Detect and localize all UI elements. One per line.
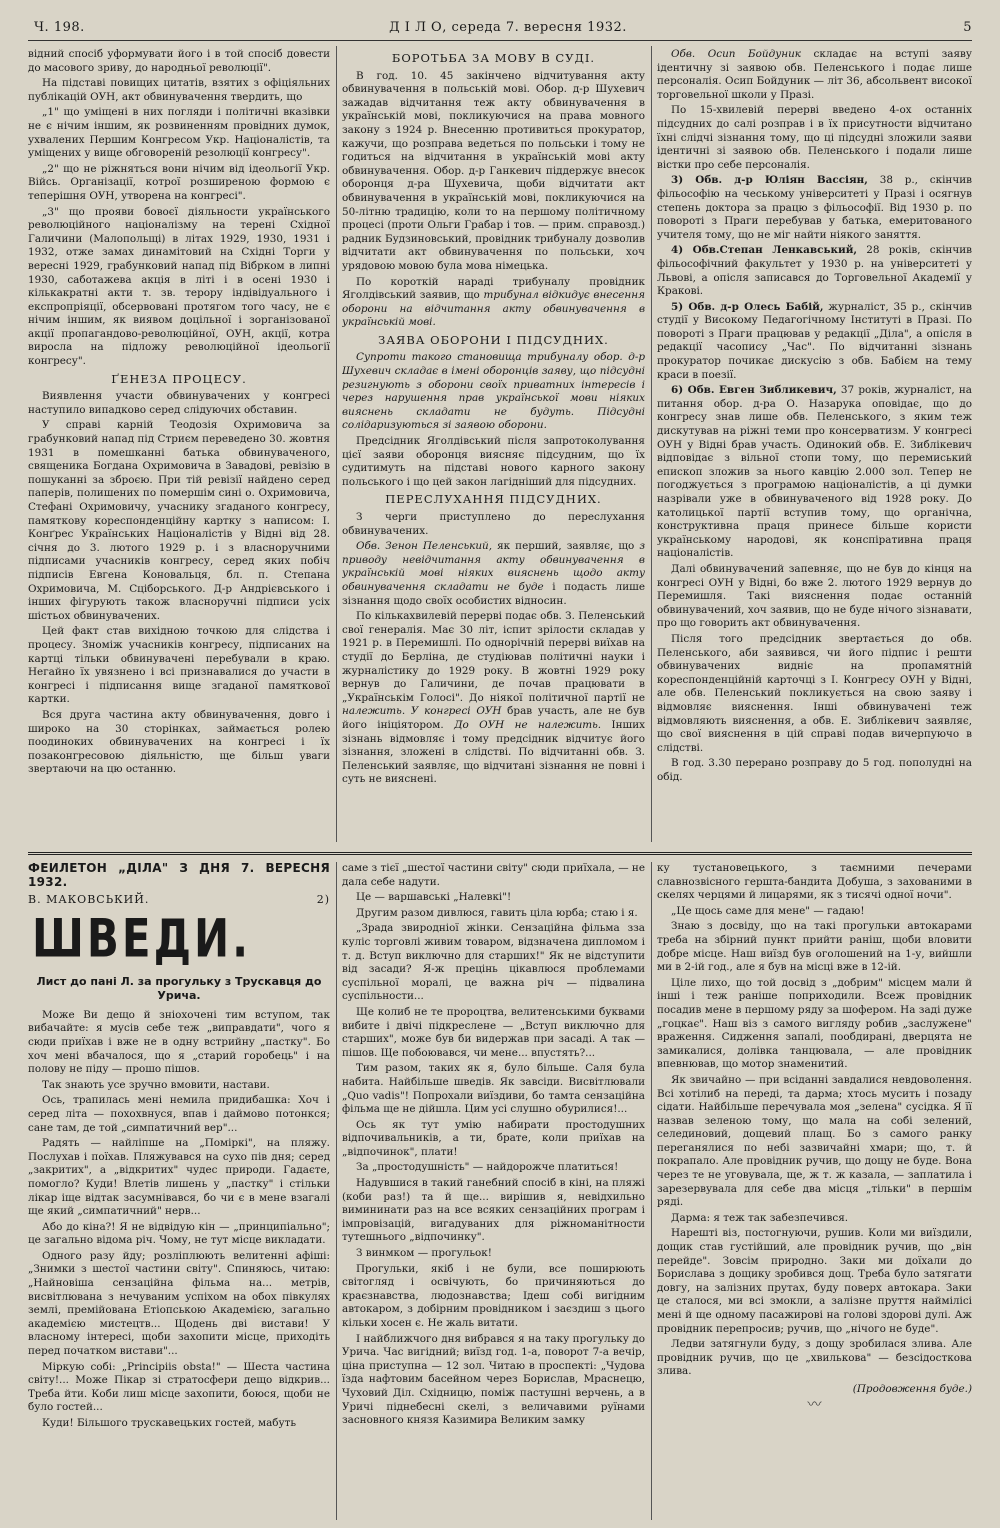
paragraph: Другим разом дивлюся, гавить ціла юрба; стаю і я. (356, 906, 638, 919)
italic-text: трибунал відкидує внесення оборони на відчитання акту обвинувачення в українській мові. (342, 289, 645, 329)
paragraph: Ціле лихо, що той досвід з „добрим" місцем мали й інші і теж раніше поприходили. Всеж провідник посадив мене в першому ряду за шофером. На заді дуже „гоцкає". Наш віз з самого вигляду робив „заслужене" враження. Сидження запалі, пообдирані, дверцята не замикалися, долівка танцювала, — але провідник впевнював, що мотор знаменитий. (657, 976, 972, 1071)
paragraph: Так знають усе зручно вмовити, настави. (42, 1078, 270, 1091)
defendant-name: 6) Обв. Евген Зибликевич, (671, 384, 837, 397)
paragraph: По 15-хвилевій перерві введено 4-ох останніх підсудних до салі розправ і в їх присутности відчитано їхні слідчі зізнання тому, що ці підсудні зложили заяви ідентичні зі заявою обв. Пеленського і подали лише вістки про себе персоналія. (657, 104, 972, 171)
paragraph: Вся друга частина акту обвинувачення, довго і широко на 30 сторінках, займається ролею поодиноких обвинувачених на конгресі і їх позаконгресовою діяльністю, ще більш уваги звертаючи на цю останню. (28, 708, 330, 776)
page-number: 5 (963, 20, 972, 35)
column-divider (336, 862, 337, 1520)
paragraph: На підставі повищих цитатів, взятих з офіціяльних публікацій ОУН, акт обвинувачення твердить, що (28, 77, 330, 103)
paragraph: Дарма: я теж так забезпечився. (671, 1211, 849, 1224)
feuilleton-title: ШВЕДИ. (32, 907, 252, 969)
text: Інших зізнань відмовляє і тому предсідник відчитує його зізнання, зложені в слідстві. По відчитанні обв. З. Пеленський заявляє, що відчитані зізнання не повні і суть не вияснені. (342, 718, 645, 786)
paragraph: Ось, трапилась мені немила придибашка: Хоч і серед літа — похохвнуся, впав і даймово потонкся; сане там, де той „симпатичний вер"... (28, 1094, 330, 1134)
paragraph: За „простодушність" — найдорожче платиться! (356, 1161, 619, 1174)
text: і подасть лише зізнання щодо своїх особистих відносин. (342, 580, 645, 607)
paragraph: Супроти такого становища трибуналу обор. д-р Шухевич складає в імені оборонців заяву, що підсудні резигнують з оборони своїх приватних інтересів і через нарушення прав української мови ніяких вияснень складати не будуть. Підсудні солідаризуються зі заявою оборони. (342, 351, 645, 432)
paragraph: „Зрада звиродніої жінки. Сензаційна фільма зза куліс торговлі живим товаром, відзначена дипломом і т. д. Вступ виключно для старших!" Як не відступити від засади? Я-ж прецінь цікавлюся проблемами суспільної моралі, це важна річ — підвалина суспільности... (342, 922, 645, 1003)
paragraph: Або до кіна?! Я не відвідую кін — „принципіально"; це загально відома річ. Чому, не тут місце викладати. (28, 1220, 330, 1247)
feuilleton-separator (28, 852, 972, 855)
feuilleton-column-2 (342, 862, 645, 1518)
defendant-name: 3) Обв. д-р Юліян Вассіян, (671, 174, 868, 187)
column-divider (651, 46, 652, 842)
paragraph: І найближчого дня вибрався я на таку прогульку до Урича. Час вигідний; виїзд год. 1-а, поворот 7-а вечір, ціна приступна — 12 зол. Читаю в проспекті: „Чудова їзда нафтовим басейном через Борислав, Мраснецю, Чуховий Діл. Східницю, поміж пастушні верчень, а в Уричі піднебесні скелі, з величавими руїнами засновного князя Казимира Великим замку (342, 1332, 645, 1427)
paragraph: Прогульки, якіб і не були, все поширюють світогляд і освічують, бо причиняються до краєзнавства, людознавства; Ідеш собі вигідним автокаром, з добірним провідником і заєздиш з цього кільки хосен є. Не жаль витати. (342, 1262, 645, 1329)
paragraph (342, 276, 645, 330)
paragraph (657, 48, 972, 102)
feuilleton-header: ФЕЙЛЕТОН „ДІЛА" З ДНЯ 7. ВЕРЕСНЯ 1932. (28, 862, 330, 889)
section-heading: БОРОТЬБА ЗА МОВУ В СУДІ. (391, 51, 596, 65)
paragraph: Ще колиб не те пророцтва, велитенськими буквами вибите і двічі підкреслене — „Вступ виключно для старших", може був би видержав при засаді. А так — пішов. Ще побоювався, чи мене... впустять?... (342, 1005, 645, 1059)
paragraph: Як звичайно — при всіданні завдалися невдоволення. Всі хотілиб на переді, та дарма; хтось мусить і позаду сідати. Найбільше перечувала моя „зелена" сусідка. Я її назвав зеленою тому, що мала на собі зелений, селединовий, дощевий плащ. Бо з самого ранку переганялися по небі зазвичайні хмари; що, т. й покрапало. Але провідник ручив, що дощу не буде. Вона через те не уговувала, ще, ж т. ж казала, — заплатила і зарезервувала для себе два місця „тільки" в першім ряді. (657, 1073, 972, 1209)
defendant-name: Обв. Зенон Пеленський, (356, 540, 493, 553)
paragraph: Ледви затягнули буду, з дощу зробилася злива. Але провідник ручив, що це „хвилькова" — безсідосткова злива. (657, 1338, 972, 1378)
paragraph: відний спосіб уформувати його і в той спосіб довести до масового зриву, до народньої революції". (28, 48, 330, 74)
paragraph: Надувшися в такий ганебний спосіб в кіні, на пляжі (коби раз!) та й ще... вирішив я, невідхильно вимининати раз на все всяких сензаційних програм і імпровізацій, вигадуваних для ріжноманітности тутешнього „відпочинку". (342, 1177, 645, 1244)
paragraph: Міркую собі: „Principiis obsta!" — Шеста частина світу!... Може Пікар зі стратосфери дещо відкрив... Треба йти. Коби лиш місце захопити, боюся, щоби не було гостей... (28, 1360, 330, 1414)
paragraph: Предсідник Яголдівський після запротоколування цієї заяви оборонця виясняє підсудним, що їх судитимуть на підставі нового карного закону польського і що цей закон лагідніший для підсудних. (342, 435, 645, 488)
column-divider (651, 862, 652, 1520)
paragraph (657, 174, 972, 242)
italic-text: з приводу невідчитання акту обвинувачення в українській мові ніяких вияснень щодо акту обвинувачення складати не буде (342, 540, 645, 593)
paragraph (657, 244, 972, 298)
paragraph: Радять — найліпше на „Поміркі", на пляжу. Послухав і поїхав. Пляжувався на сухо пів дня; серед „закритих", а „відкритих" чудес природи. Гадаєте, помогло? Куди! Влетів лишень у „пастку" і стільки лікар іще відтак засумнівався, бо чи є в мене взагалі ще який „симпатичний" нерв... (28, 1137, 330, 1218)
paragraph: В год. 10. 45 закінчено відчитування акту обвинувачення в польській мові. Обор. д-р Шухевич зажадав відчитання теж акту обвинувачення в українській мові, покликуючися на права мовного закону з 1924 р. Внесенню противиться прокуратор, кажучи, що розправа ведеться по польськи і тому не годиться на відчитання в українській мові акту обвинувачення. Обор. д-р Ганкевич піддержує внесок оборонця д-ра Шухевича, щоби відчитати акт обвинувачення в українській мові, покликуючися на 50-літню традицію, коли то на першому політичному процесі (проти Ольги Грабар і тов. — прим. справозд.) радник Будзиновський, провідник трибуналу дозволив відчитати акт обвинувачення по польськи, хоч урядовою мовою була мова німецька. (342, 69, 645, 272)
paragraph: „2" що не ріжняться вони нічим від ідеольогії Укр. Війсь. Організації, котрої розширеною формою є теперішня ОУН, утворена на конгресі". (28, 162, 330, 202)
section-heading: ПЕРЕСЛУХАННЯ ПІДСУДНИХ. (385, 492, 602, 507)
italic-text: До ОУН не належить. (454, 718, 602, 731)
section-heading: ЗАЯВА ОБОРОНИ І ПІДСУДНИХ. (378, 332, 609, 347)
paragraph (657, 301, 972, 383)
paragraph: У справі карній Теодозія Охримовича за грабунковий напад під Стриєм переведено 30. жовтня 1931 в помешканні батька обвинуваченого, священика Богдана Охримовича в Завадові, ревізію в пошуканні за зброєю. При тій ревізії найдено серед паперів, полишених по помершім сині о. Охримовича, Стефані Охримовичу, учасникy згаданого конгресу, памяткову кореспонденційну картку з написом: І. Конґрес Українських Націоналістів у Відні від 28. січня до 3. лютого 1929 р. і з власноручними підписами учасників конгресу, серед яких побіч підписів Евгена Коновальця, бл. п. Степана Охримовича, М. Сціборського. Д-р Андрієвського і інших фігурують також власноручні підписи усіх шістьох обвинувачених. (28, 419, 330, 622)
paragraph: Тим разом, таких як я, було більше. Саля була набита. Найбільше шведів. Як завсіди. Висвітлювали „Quo vadis"! Попрохали виїздиви, бо тамта сензаційна фільма ще не дійшла. Цим усі слушно обурилися!... (342, 1062, 645, 1116)
paragraph: Куди! Більшого трускавецьких гостей, мабуть (42, 1417, 297, 1429)
column-divider (336, 46, 337, 842)
paragraph: Ось як тут умію набирати простодушних відпочивальників, а ти, брате, коли приїхав на „відпочинок", плати! (342, 1118, 645, 1158)
text: 37 років, журналіст, на питання обор. д-ра О. Назарука оповідає, що до конгресу знав лише обв. Пеленського, з яким теж дискутував на ріжні теми про консерватизм. У конгресі ОУН у Відні брав участь. Одинокий обв. Е. Зиблікевич відповідає з вільної стопи тому, що перемиський епископ зложив за нього кавцію 2.000 зол. Тепер не погоджується з програмою націоналістів, а ці думки назрівали уже в обвинуваченого від 1928 року. До католицької партії вступив тому, що органічна, конструктивна праця принесе більше користи українському народові, як конспіративна праця націоналістів. (657, 384, 972, 560)
text: По короткій нараді трибуналу провідник Яголдівський заявив, що (342, 275, 645, 302)
paragraph: Це — варшавські „Налевкі"! (356, 891, 512, 904)
defendant-name: 5) Обв. д-р Олесь Бабій, (671, 300, 824, 313)
text: як перший, заявляє, що (497, 540, 635, 553)
text: складає на вступі заяву ідентичну зі заявою обв. Пеленського і подає лише персоналія. Осип Бойдуник — літ 36, абсольвент високої торговельної школи у Празі. (657, 48, 972, 101)
column-1 (28, 48, 330, 838)
paragraph: Може Ви дещо й зніохочені тим вступом, так вибачайте: я мусів себе теж „виправдати", чого я сюди приїхав і вже не в одну встрийну „пастку". Бо хоч мені вбачалося, що я „старий горобець" і на полову не піду — прошо пішов. (28, 1008, 330, 1076)
author-name: В. МАКОВСЬКИЙ. (28, 893, 150, 907)
paragraph: „1" що уміщені в них погляди і політичні вказівки не є нічим іншим, як розвиненням провідних думок, ухвалених Першим Конгресом Укр. Націоналістів, та уміщених у вище обговореній резолюції конгресу". (28, 106, 330, 160)
masthead-rule (28, 40, 972, 41)
paragraph: Знаю з досвіду, що на такі прогульки автокарами треба на збірний пункт прийти раніш, щоби вловити добре місце. Наш виїзд був оголошений на 1-у, вийшли ми в 2-ій год., але я був на місці вже в 12-ій. (657, 920, 972, 974)
paragraph: З винмком — прогульок! (356, 1247, 492, 1260)
paragraph: В год. 3.30 перерано розправу до 5 год. пополудні на обід. (657, 757, 972, 783)
paragraph: Цей факт став вихідною точкою для слідства і процесу. Зноміж учасників конгресу, підписаних на картці тільки обвинувачені перебували в краю. Негайно їх увязнено і всі признавалися до участи в конгресі і підписання вище згаданої памяткової картки. (28, 625, 330, 706)
paragraph: „Це щось саме для мене" — гадаю! (671, 904, 865, 917)
paragraph: Далі обвинувачений запевняє, що не був до кінця на конгресі ОУН у Відні, бо вже 2. лютого 1929 вернув до Перемишля. Такі вияснення подає останній обвинувачений, хоч заявив, що не буде нічого зізнавати, про що говорить акт обвинувачення. (657, 562, 972, 630)
feuilleton-column-1 (28, 862, 330, 1518)
masthead (28, 18, 972, 40)
paragraph (657, 384, 972, 561)
feuilleton-subtitle: Лист до пані Л. за прогульку з Трускавця до Урича. (36, 974, 322, 1002)
part-number: 2) (316, 893, 330, 907)
feuilleton-column-3 (657, 862, 972, 1518)
paragraph: Виявлення участи обвинувачених у конгресі наступило випадково серед слідуючих обставин. (28, 390, 330, 416)
paragraph: Після того предсідник звертається до обв. Пеленського, аби заявився, чи його підпис і решти обвинувачених видніє на пропамятній кореспонденційній карточці з І. Конгресу ОУН у Відні, але обв. Пеленський покликується на свою заяву і відмовляє вияснення. Інші обвинувачені теж відмовляють вияснення, а обв. Е. Зиблікевич заявляє, що свої вияснення в цій справі подав вичерпуючо в слідстві. (657, 632, 972, 754)
paragraph: „3" що прояви бовоєї діяльности українського революційного націоналізму на терені Східної Галичини (Малопольщі) в літах 1929, 1930, 1931 і 1932, отже замах динамітовий на Східні Торги у вересні 1929, грабунковий напад під Вібрком в липні 1930, саботажева акція в літі і в осені 1930 і кількакратні акти т. зв. терору індівідуального і експропріяції, обсервовані протягом того часу, не є нічим іншим, як виявом доцільної і зорганізованої акції пропагандово-революційної, ОУН, акції, котра виросла на підложу революційної ідеольогії конгресу". (28, 205, 330, 368)
italic-text: належить. У конгресі ОУН (342, 705, 502, 718)
column-3 (657, 48, 972, 838)
paragraph: Нарешті віз, постогнуючи, рушив. Коли ми виїздили, дощик став густійший, але провідник ручив, що „він перейде". Зовсім природно. Заки ми доїхали до Борислава з дощику зробився дощ. Треба було затягати довгу, на залізних прутах, буду поверх автокара. Заки це сталося, ми всі змокли, а залізне пруття наймілісі мені й ще одному пасажирові на голові здорові дулі. Аж провідник перепросив; ручив, що „нічого не буде". (657, 1227, 972, 1335)
text: журналіст, 35 р., скінчив студії у Високому Педагогічному Інституті в Празі. По повороті з Праги працював у редакції „Діла", а опісля в редакції часопису „Час". По відчитанні зізнань прокуратор почикає дискусію з обв. Бабієм на тему краси в поезії. (657, 300, 972, 381)
ornament-icon: 〰 (807, 1396, 822, 1413)
column-2 (342, 48, 645, 838)
text: По кількахвилевій перерві подає обв. З. Пеленський свої генералія. Має 30 літ, іспит зрілости складав у 1921 р. в Перемишлі. По однорічній перерві виїхав на студії до Берліна, де студіював політичні науки і журналістику до 1929 року. В жовтні 1929 року вернув до Галичини, де почав працювати в „Українськім Голосі". До ніякої політичної партії не (342, 610, 645, 704)
issue-number: Ч. 198. (34, 20, 85, 35)
continuation-note: (Продовження буде.) (852, 1382, 972, 1395)
defendant-name: Обв. Осип Бойдуник (671, 48, 801, 60)
author-line (28, 893, 330, 907)
section-heading: ҐЕНЕЗА ПРОЦЕСУ. (111, 371, 247, 386)
text: брав участь, але не був його ініціятором. (342, 705, 645, 731)
defendant-name: 4) Обв.Степан Ленкавський, (671, 244, 858, 257)
newspaper-date-line: Д І Л О, середа 7. вересня 1932. (389, 20, 627, 35)
paragraph (342, 540, 645, 608)
paragraph: саме з тієї „шестої частини світу" сюди приїхала, — не дала себе надути. (342, 862, 645, 888)
text: 38 р., скінчив фільософію на чеському університеті у Празі і осягнув степень доктора за працю з фільософії. Від 1930 р. по повороті з Праги перебував у батька, емеритованого учителя тому, що не міг найти ніякого заняття. (657, 174, 972, 241)
text: 28 років, скінчив фільософічний факультет у 1930 р. на університеті у Львові, а опісля записався до Торговельної Академії у Кракові. (657, 244, 972, 298)
paragraph: ку тустановецького, з таємними печерами славнозвісного гершта-бандита Добуша, з захованими в скелях черцями й лицарями, як з тисячі одної ночи". (657, 862, 972, 902)
paragraph: З черги приступлено до переслухання обвинувачених. (342, 511, 645, 537)
paragraph (342, 610, 645, 787)
paragraph: Одного разу йду; розліплюють велитенні афіші: „Знимки з шестої частини світу". Спиняюсь, читаю: „Найновіша сензаційна фільма на... метрів, висвітлювана з нечуваним успіхом на обох півкулях землі, премійована Етіопською Академією, загально академією мистецтв... Щодень дві вистави! У власному інтересі, щоби захопити місце, приходіть перед початком вистави"... (28, 1249, 330, 1358)
